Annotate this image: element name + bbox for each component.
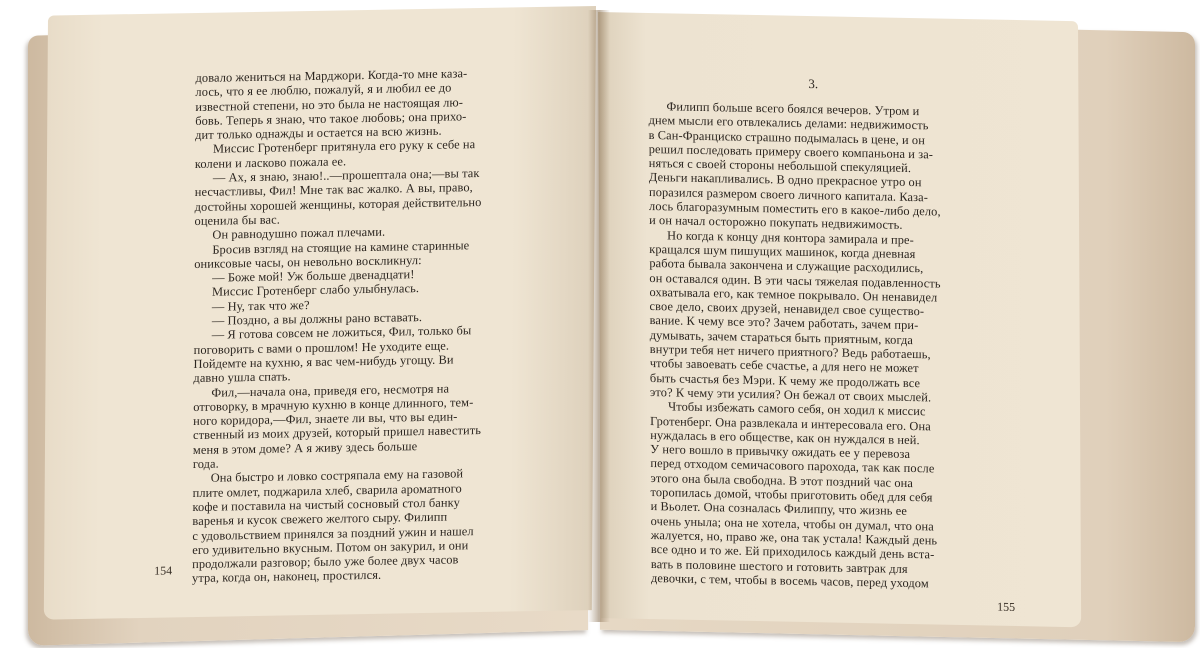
- left-page: [44, 6, 596, 620]
- text-line: продолжали разговор; было уже более двух часов: [192, 552, 459, 572]
- text-line: ониксовые часы, он невольно воскликнул:: [194, 252, 422, 271]
- text-line: Миссис Гротенберг слабо улыбнулась.: [212, 281, 420, 300]
- text-line: известной степени, но это была не настоящая лю-: [195, 94, 464, 114]
- text-line: в Сан-Франциско страшно подымалась в цене, и он: [648, 127, 925, 147]
- text-line: давно ушла спать.: [193, 369, 291, 386]
- text-line: — Я готова совсем не ложиться, Фил, только бы: [211, 323, 472, 343]
- text-line: он оставался один. В эти часы тяжелая подавленность: [649, 270, 941, 291]
- text-line: кращался шум пишущих машинок, когда дневная: [649, 241, 916, 262]
- book-gutter: [588, 10, 610, 622]
- text-line: все одно и то же. Ей приходилось каждый день вста-: [650, 542, 935, 562]
- text-line: Гротенберг. Она развлекала и интересовала его. Она: [650, 413, 931, 433]
- text-line: быть счастья без Мэри. К чему же продолжать все: [649, 370, 921, 390]
- text-line: с удовольствием принялся за поздний ужин и нашел: [192, 523, 474, 543]
- text-line: года.: [192, 456, 219, 472]
- text-line: торопилась домой, чтобы приготовить обед для себя: [650, 485, 933, 505]
- text-line: Чтобы избежать самого себя, он ходил к миссис: [668, 399, 926, 419]
- text-line: Миссис Гротенберг притянула его руку к себе на: [213, 137, 476, 157]
- text-line: днем мысли его отвлекались делами: недвижимость: [648, 113, 929, 133]
- text-line: У него вошло в привычку ожидать ее у перевоза: [650, 442, 911, 462]
- text-line: ственный из моих друзей, который пришел навестить: [193, 423, 482, 443]
- text-line: Филипп больше всего боялся вечеров. Утром и: [666, 99, 920, 119]
- text-line: лось благоразумным поместить его в какое-либо дело,: [648, 199, 941, 219]
- text-line: утра, когда он, наконец, простился.: [192, 568, 382, 586]
- text-line: это? К чему эти усилия? Он бежал от своих мыслей.: [649, 384, 932, 405]
- text-line: варенья и кусок свежего желтого сыру. Филипп: [192, 509, 448, 529]
- text-line: несчастливы, Фил! Мне так вас жалко. А вы, право,: [194, 180, 473, 200]
- text-line: внутри тебя нет ничего приятного? Ведь работаешь,: [649, 342, 931, 362]
- text-line: перед отходом семичасового парохода, так как после: [650, 456, 935, 476]
- text-line: нуждалась в его обществе, как он нуждался в ней.: [650, 427, 920, 448]
- page-number: 155: [997, 599, 1016, 615]
- text-line: — Поздно, а вы должны рано вставать.: [211, 310, 423, 328]
- page-number: 154: [154, 563, 173, 578]
- text-line: няться с своей стороны небольшой спекуляцией.: [648, 156, 912, 176]
- text-line: этого она была свободна. В этот поздний час она: [650, 470, 913, 490]
- text-line: его удивительно вкусным. Потом он закурил, и они: [192, 538, 469, 557]
- text-line: Но когда к концу дня контора замирала и пре-: [667, 228, 914, 247]
- text-line: ного коридора,—Фил, знаете ли вы, что вы един-: [193, 409, 458, 429]
- text-line: достойны хорошей женщины, которая действительно: [194, 194, 482, 214]
- text-line: бовь. Теперь я знаю, что такое любовь; она прихо-: [195, 109, 467, 128]
- text-line: девочки, с тем, чтобы в восемь часов, перед уходом: [650, 570, 929, 591]
- text-line: поговорить с вами о прошлом! Не уходите еще.: [193, 338, 450, 357]
- text-line: оценила бы вас.: [194, 212, 280, 228]
- text-line: Она быстро и ловко состряпала ему на газовой: [210, 466, 464, 486]
- text-line: поразился размером своего личного капитала. Каза-: [648, 184, 928, 205]
- text-line: кофе и поставила на чистый сосновый стол банку: [192, 495, 460, 514]
- text-line: отговорку, в мрачную кухню в конце длинного, тем-: [193, 394, 474, 414]
- text-line: Бросив взгляд на стоящие на камине старинные: [212, 237, 470, 257]
- text-line: лось, что я ее люблю, пожалуй, я и любил ее до: [195, 80, 452, 100]
- text-line: — Ах, я знаю, знаю!..—прошептала она;—вы так: [212, 166, 480, 185]
- chapter-heading: 3.: [808, 76, 819, 92]
- text-line: дит только однажды и остается на всю жизнь.: [195, 123, 442, 143]
- text-line: охватывала его, как темное покрывало. Он ненавидел: [649, 284, 938, 305]
- text-line: вание. К чему все это? Зачем работать, зачем при-: [649, 313, 919, 333]
- right-page-text: [648, 99, 1017, 592]
- text-line: работа бывала закончена и служащие расходились,: [649, 256, 924, 276]
- text-line: Фил,—начала она, приведя его, несмотря на: [211, 381, 450, 400]
- text-line: решил последовать примеру своего компаньона и за-: [648, 141, 934, 162]
- text-line: — Ну, так что же?: [211, 297, 310, 314]
- text-line: Деньги накапливались. В одно прекрасное утро он: [648, 170, 922, 190]
- left-page-text: [192, 65, 544, 586]
- text-line: плите омлет, поджарила хлеб, сварила ароматного: [192, 480, 462, 500]
- text-line: довало жениться на Марджори. Когда-то мне каза-: [195, 66, 468, 85]
- text-line: меня в этом доме? А я живу здесь больше: [192, 438, 418, 457]
- text-line: вать в половине шестого и готовить завтрак для: [650, 556, 908, 576]
- text-line: Пойдемте на кухню, я вас чем-нибудь угощу. Ви: [193, 352, 454, 371]
- text-line: и он начал осторожно покупать недвижимость.: [649, 213, 903, 233]
- text-line: и Вьолет. Она созналась Филиппу, что жизнь ее: [650, 499, 907, 519]
- text-line: свое дело, своих друзей, ненавидел свое существо-: [649, 299, 925, 319]
- text-line: очень уныла; она не хотела, чтобы он думал, что она: [650, 513, 934, 534]
- text-line: — Боже мой! Уж больше двенадцати!: [212, 267, 415, 285]
- right-page: [598, 12, 1081, 627]
- text-line: думывать, зачем стараться быть приятным, когда: [649, 327, 914, 347]
- text-line: колени и ласково пожала ее.: [194, 154, 347, 171]
- text-line: чтобы завоевать себе счастье, а для него не может: [649, 356, 919, 376]
- text-line: жалуется, но, право же, она так устала! Каждый день: [650, 527, 938, 548]
- text-line: Он равнодушно пожал плечами.: [212, 224, 386, 242]
